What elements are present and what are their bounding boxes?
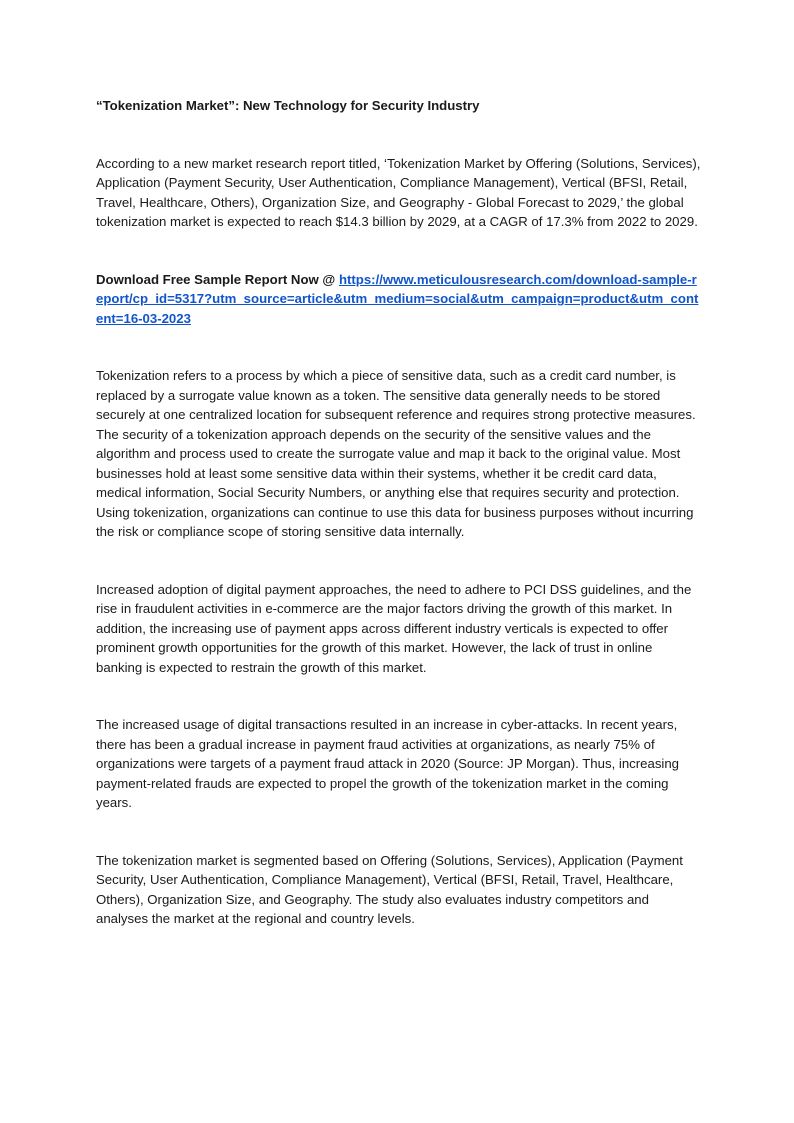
fraud-paragraph: The increased usage of digital transactions resulted in an increase in cyber-attacks. In recent years, there has been a gradual increase in payment fraud activities at organizations, as nearly 75% of organizations were targets of a payment fraud attack in 2020 (Source: JP Morgan). Thus, increasing payment-related frauds are expected to propel the growth of the tokenization market in the coming years. xyxy=(96,717,680,810)
intro-paragraph: According to a new market research report titled, ‘Tokenization Market by Offering (Solutions, Services), Application (Payment Security, User Authentication, Compliance Management), Vertical (BFSI, Retail, Travel, Healthcare, Others), Organization Size, and Geography - Global Forecast to 2029,’ the global tokenization market is expected to reach $14.3 billion by 2029, at a CAGR of 17.3% from 2022 to 2029. xyxy=(96,155,701,229)
definition-paragraph: Tokenization refers to a process by which a piece of sensitive data, such as a credit card number, is replaced by a surrogate value known as a token. The sensitive data generally needs to be stored securely at one centralized location for subsequent reference and requires strong protective measures. The security of a tokenization approach depends on the security of the sensitive values and the algorithm and process used to create the surrogate value and map it back to the original value. Most businesses hold at least some sensitive data within their systems, whether it be credit card data, medical information, Social Security Numbers, or anything else that requires security and protection. Using tokenization, organizations can continue to use this data for business purposes without incurring the risk or compliance scope of storing sensitive data internally. xyxy=(96,368,696,539)
document-body xyxy=(96,96,702,929)
drivers-paragraph: Increased adoption of digital payment approaches, the need to adhere to PCI DSS guidelines, and the rise in fraudulent activities in e-commerce are the major factors driving the growth of this market. In addition, the increasing use of payment apps across different industry verticals is expected to offer prominent growth opportunities for the growth of this market. However, the lack of trust in online banking is expected to restrain the growth of this market. xyxy=(96,581,692,675)
segments-paragraph: The tokenization market is segmented based on Offering (Solutions, Services), Application (Payment Security, User Authentication, Compliance Management), Vertical (BFSI, Retail, Travel, Healthcare, Others), Organization Size, and Geography. The study also evaluates industry competitors and analyses the market at the regional and country levels. xyxy=(96,852,683,926)
download-paragraph xyxy=(96,270,702,329)
download-sample-link[interactable]: https://www.meticulousresearch.com/download-sample-report/cp_id=5317?utm_source=article&utm_medium=social&utm_campaign=product&utm_content=16-03-2023 xyxy=(96,271,699,326)
document-title: “Tokenization Market”: New Technology for Security Industry xyxy=(96,98,480,113)
download-label: Download Free Sample Report Now @ xyxy=(96,271,339,287)
